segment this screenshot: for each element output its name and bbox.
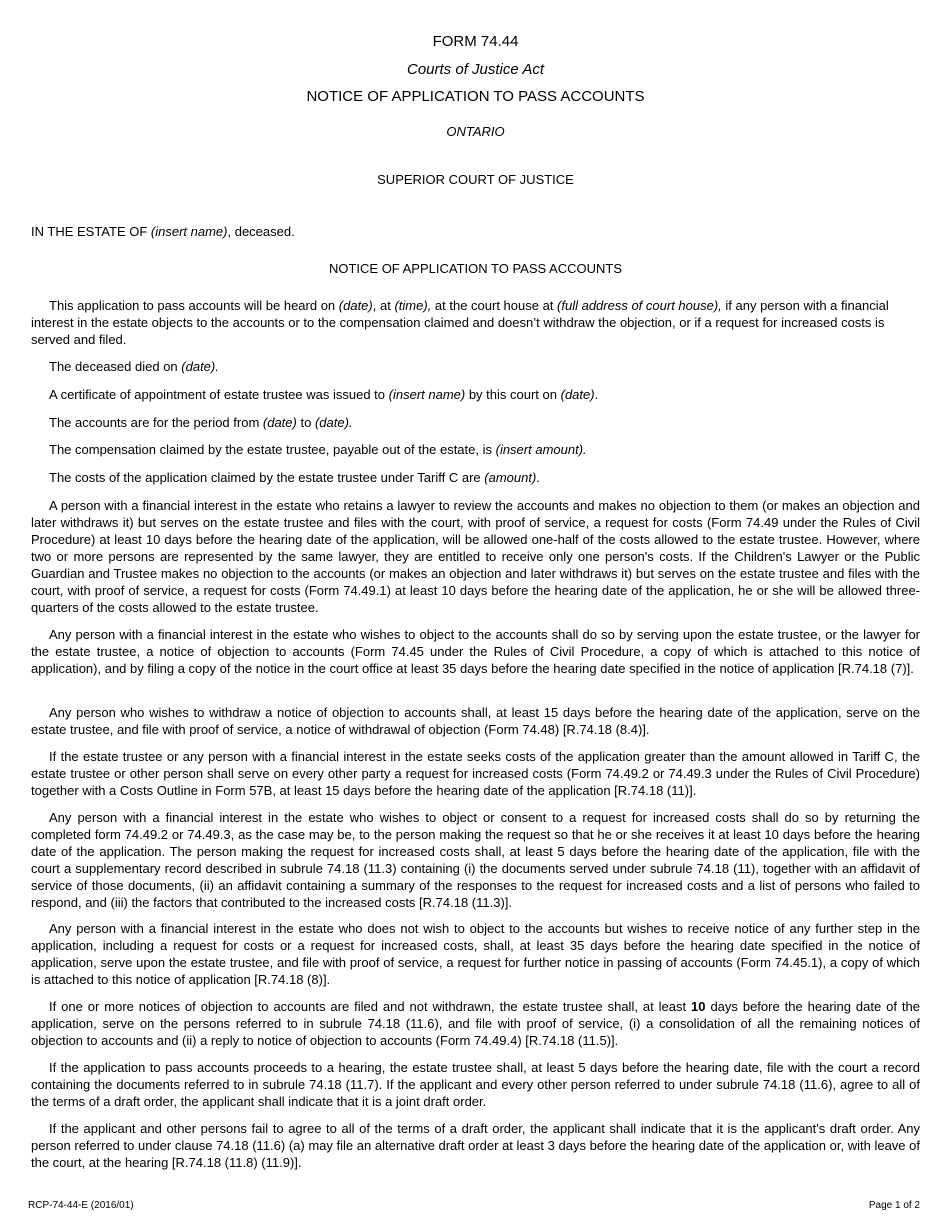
court-name: SUPERIOR COURT OF JUSTICE	[377, 172, 574, 187]
period-line: The accounts are for the period from (date) to (date).	[49, 415, 353, 430]
death-date-line: The deceased died on (date).	[49, 359, 219, 374]
form-number: FORM 74.44	[432, 33, 519, 50]
page-number: Page 1 of 2	[868, 1200, 920, 1211]
form-page	[28, 0, 920, 1230]
notice-heading: NOTICE OF APPLICATION TO PASS ACCOUNTS	[328, 261, 623, 276]
increased-costs-paragraph: If the estate trustee or any person with a financial interest in the estate seeks costs of the application greater than the amount allowed in Tariff C, the estate trustee or other person shall serve on every other party a request for increased costs (Form 74.49.2 or 74.49.3 under the Rules of Civil Procedure) together with a Costs Outline in Form 57B, at least 15 days before the hearing date of the application [R.74.18 (11)].	[31, 749, 920, 798]
lawyer-costs-paragraph: A person with a financial interest in the estate who retains a lawyer to review the accounts and makes no objection to them (or makes an objection and later withdraws it) but serves on the estate trustee and files with the court, with proof of service, a request for costs (Form 74.49 under the Rules of Civil Procedure) at least 10 days before the hearing date of the application, will be allowed one-half of the costs allowed to the estate trustee. However, where two or more persons are represented by the same lawyer, they are entitled to receive only one person's costs. If the Children's Lawyer or the Public Guardian and Trustee makes no objection to the accounts (or makes an objection and later withdraws it) but serves on the estate trustee and files with the court, with proof of service, a request for costs (Form 74.49.1) at least 10 days before the hearing date of the application, he or she will be allowed three-quarters of the costs allowed to the estate trustee.	[31, 498, 920, 615]
estate-line: IN THE ESTATE OF (insert name), deceased.	[31, 224, 295, 239]
province: ONTARIO	[446, 124, 505, 139]
act-title: Courts of Justice Act	[407, 61, 544, 78]
draft-order-paragraph: If the applicant and other persons fail to agree to all of the terms of a draft order, the applicant shall indicate that it is the applicant's draft order. Any person referred to under clause 74.18 (11.6) (a) may file an alternative draft order at least 3 days before the hearing date of the application or, with leave of the court, at the hearing [R.74.18 (11.8) (11.9)].	[31, 1121, 920, 1170]
intro-paragraph: This application to pass accounts will be heard on (date), at (time), at the court house at (full address of court house), if any person with a financial interest in the estate objects to the accounts or to the compensation claimed and doesn’t withdraw the objection, or if a request for increased costs is served and filed.	[31, 298, 889, 347]
consent-paragraph: Any person with a financial interest in the estate who wishes to object or consent to a request for increased costs shall do so by returning the completed form 74.49.2 or 74.49.3, as the case may be, to the person making the request so that he or she receives it at least 10 days before the hearing date of the application. The person making the request for increased costs shall, at least 5 days before the hearing date of the application, file with the court a supplementary record described in subrule 74.18 (11.3) containing (i) the documents served under subrule 74.18 (11), together with an affidavit of service of those documents, (ii) an affidavit containing a summary of the responses to the request for increased costs and a list of persons who failed to respond, and (iii) the factors that contributed to the increased costs [R.74.18 (11.3)].	[31, 810, 920, 910]
costs-line: The costs of the application claimed by the estate trustee under Tariff C are (amount).	[49, 470, 540, 485]
form-title: NOTICE OF APPLICATION TO PASS ACCOUNTS	[306, 88, 645, 105]
withdrawal-paragraph: Any person who wishes to withdraw a notice of objection to accounts shall, at least 15 days before the hearing date of the application, serve on the estate trustee, and file with proof of service, a notice of withdrawal of objection (Form 74.48) [R.74.18 (8.4)].	[31, 705, 920, 737]
further-notice-paragraph: Any person with a financial interest in the estate who does not wish to object to the accounts but wishes to receive notice of any further step in the application, including a request for costs or a request for increased costs, shall, at least 35 days before the hearing date specified in the notice of application, serve upon the estate trustee, and file with proof of service, a request for further notice in passing of accounts (Form 74.45.1), a copy of which is attached to this notice of application [R.74.18 (8)].	[31, 921, 920, 987]
certificate-line: A certificate of appointment of estate trustee was issued to (insert name) by this court on (date).	[49, 387, 599, 402]
filed-objections-paragraph: If one or more notices of objection to accounts are filed and not withdrawn, the estate trustee shall, at least 10 days before the hearing date of the application, serve on the persons referred to in subrule 74.18 (11.6), and file with proof of service, (i) a consolidation of all the remaining notices of objection to accounts and (ii) a reply to notice of objection to accounts (Form 74.49.4) [R.74.18 (11.5)].	[31, 999, 920, 1048]
compensation-line: The compensation claimed by the estate trustee, payable out of the estate, is (insert amount).	[49, 442, 587, 457]
hearing-paragraph: If the application to pass accounts proceeds to a hearing, the estate trustee shall, at least 5 days before the hearing date, file with the court a record containing the documents referred to in subrule 74.18 (11.7). If the applicant and every other person referred to under subrule 74.18 (11.6), agree to all of the terms of a draft order, the applicant shall indicate that it is a joint draft order.	[31, 1060, 920, 1109]
objection-paragraph: Any person with a financial interest in the estate who wishes to object to the accounts shall do so by serving upon the estate trustee, or the lawyer for the estate trustee, a notice of objection to accounts (Form 74.45 under the Rules of Civil Procedure, a copy of which is attached to this notice of application), and by filing a copy of the notice in the court office at least 35 days before the hearing date specified in the notice of application [R.74.18 (7)].	[31, 627, 920, 676]
form-code: RCP-74-44-E (2016/01)	[28, 1200, 134, 1211]
